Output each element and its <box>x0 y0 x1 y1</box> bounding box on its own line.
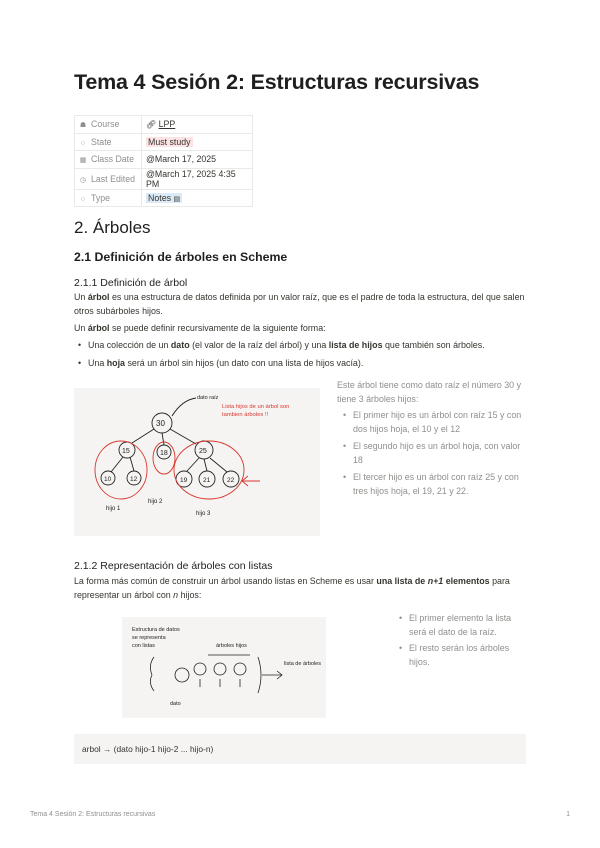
link-icon: 🔗︎ <box>146 120 157 130</box>
label-dato-raiz: dato raíz <box>197 395 219 401</box>
property-row: ▦ Class Date @March 17, 2025 <box>75 151 253 169</box>
tree-annotation: Lista hijos de un árbol son tambien árboles !! <box>222 404 290 418</box>
paragraph: Un árbol es una estructura de datos definida por un valor raíz, que es el padre de toda la estructura, del que salen otros subárboles hijos. <box>74 292 525 316</box>
list-sketch-image <box>122 617 326 718</box>
state-tag[interactable]: Must study <box>148 136 191 147</box>
property-row: ☗ Course 🔗︎ LPP <box>75 116 253 134</box>
type-icon: ○ <box>80 195 86 203</box>
paragraph: La forma más común de construir un árbol usando listas en Scheme es usar una lista de n+1 elementos para representar un árbol con n hijos: <box>74 576 510 600</box>
last-edited-value: @March 17, 2025 4:35 PM <box>142 168 253 189</box>
property-row: ○ State Must study <box>75 133 253 151</box>
tree-leaf: 10 <box>104 476 112 483</box>
tree-node-root: 30 <box>156 419 165 428</box>
subsubsection-heading: 2.1.1 Definición de árbol <box>74 277 188 289</box>
tree-node: 15 <box>122 448 130 455</box>
property-row: ○ Type Notes ▤ <box>75 189 253 207</box>
sketch-label-hijos: árboles hijos <box>216 643 247 649</box>
calendar-icon: ▦ <box>79 157 87 165</box>
footer-title: Tema 4 Sesión 2: Estructuras recursivas <box>30 811 156 818</box>
tree-sketch-image <box>74 388 320 536</box>
tree-leaf: 21 <box>203 477 211 484</box>
class-date-value[interactable]: @March 17, 2025 <box>142 151 253 169</box>
sketch-label-lista: lista de árboles <box>284 661 321 667</box>
sketch-label-dato: dato <box>170 701 181 707</box>
list-item: • El tercer hijo es un árbol con raíz 25 y con tres hijos hoja, el 19, 21 y 22. <box>343 472 519 496</box>
list-item: • El primer elemento la lista será el dato de la raíz. <box>399 613 512 637</box>
sketch-note: con listas <box>132 643 155 649</box>
notes-icon: ▤ <box>173 195 181 203</box>
tree-leaf: 12 <box>130 476 138 483</box>
section-heading: 2. Árboles <box>74 218 151 237</box>
tree-node: 18 <box>160 450 168 457</box>
label-hijo-1: hijo 1 <box>106 506 121 512</box>
subsection-heading: 2.1 Definición de árboles en Scheme <box>74 250 288 264</box>
list-item: • Una colección de un dato (el valor de la raíz del árbol) y una lista de hijos que también son árboles. <box>78 340 485 350</box>
label-hijo-2: hijo 2 <box>148 499 163 505</box>
type-tag[interactable]: Notes ▤ <box>148 192 181 203</box>
course-icon: ☗ <box>79 122 87 130</box>
label-hijo-3: hijo 3 <box>196 511 211 517</box>
clock-icon: ◷ <box>79 176 87 184</box>
tree-note-intro: Este árbol tiene como dato raíz el número 30 y tiene 3 árboles hijos: <box>337 380 522 404</box>
tree-leaf: 19 <box>180 477 188 484</box>
state-icon: ○ <box>80 139 86 147</box>
properties-table <box>74 115 253 207</box>
subsubsection-heading: 2.1.2 Representación de árboles con listas <box>74 560 273 572</box>
list-item: • El segundo hijo es un árbol hoja, con valor 18 <box>343 441 521 465</box>
list-item: • El primer hijo es un árbol con raíz 15 y con dos hijos hoja, el 10 y el 12 <box>343 410 522 434</box>
page-title: Tema 4 Sesión 2: Estructuras recursivas <box>74 70 480 94</box>
course-link[interactable]: LPP <box>158 119 176 130</box>
page-number: 1 <box>566 811 570 818</box>
tree-leaf: 22 <box>227 477 235 484</box>
property-row: ◷ Last Edited @March 17, 2025 4:35 PM <box>75 168 253 189</box>
code-text: arbol → (dato hijo-1 hijo-2 ... hijo-n) <box>82 744 214 754</box>
tree-node: 25 <box>199 448 207 455</box>
code-block[interactable] <box>74 734 526 764</box>
list-item: • El resto serán los árboles hijos. <box>399 643 510 667</box>
sketch-note: se representa <box>132 635 166 641</box>
list-item: • Una hoja será un árbol sin hijos (un dato con una lista de hijos vacía). <box>78 358 364 368</box>
paragraph: Un árbol se puede definir recursivamente de la siguiente forma: <box>74 323 326 333</box>
sketch-note: Estructura de datos <box>132 627 180 633</box>
